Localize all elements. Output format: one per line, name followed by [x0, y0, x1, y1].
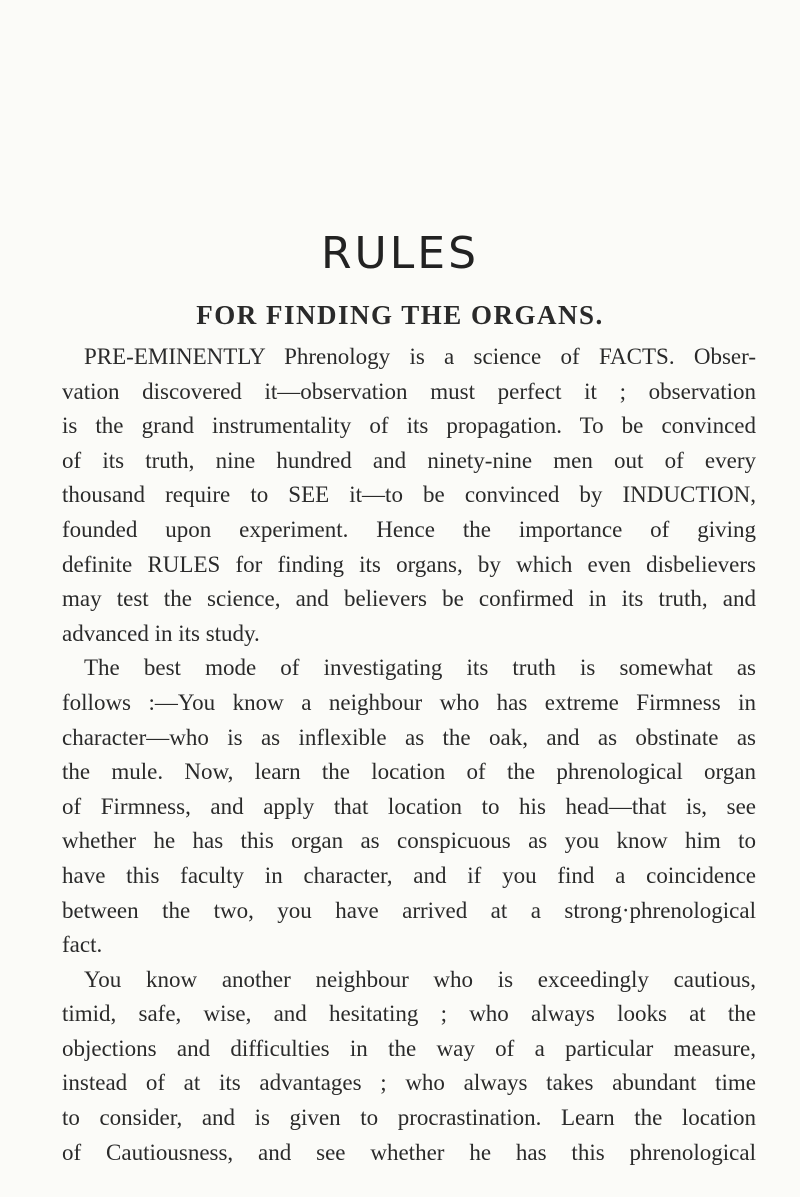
text-line: follows :—You know a neighbour who has extreme Firmness in — [62, 689, 756, 715]
text-line: of Cautiousness, and see whether he has this phrenological — [62, 1139, 756, 1165]
text-line: have this faculty in character, and if you find a coincidence — [62, 862, 756, 888]
text-line: to consider, and is given to procrastination. Learn the location — [62, 1105, 756, 1131]
page-title: RULES — [320, 228, 480, 279]
text-line: between the two, you have arrived at a strong·phrenological — [62, 897, 756, 923]
text-line: objections and difficulties in the way of a particular measure, — [62, 1035, 756, 1061]
text-line: definite RULES for finding its organs, by which even disbelievers — [62, 551, 756, 577]
text-line: You know another neighbour who is exceedingly cautious, — [84, 966, 756, 992]
text-line: founded upon experiment. Hence the importance of giving — [62, 516, 756, 542]
text-line: thousand require to SEE it—to be convinced by INDUCTION, — [62, 482, 756, 508]
text-line: advanced in its study. — [62, 620, 260, 646]
text-line: whether he has this organ as conspicuous as you know him to — [62, 828, 756, 854]
text-line: vation discovered it—observation must perfect it ; observation — [62, 378, 756, 404]
paragraph — [62, 963, 756, 1171]
page-subtitle: FOR FINDING THE ORGANS. — [196, 300, 604, 330]
text-line: PRE-EMINENTLY Phrenology is a science of FACTS. Obser- — [84, 344, 756, 369]
text-line: instead of at its advantages ; who always takes abundant time — [62, 1070, 756, 1096]
body-text — [62, 340, 756, 1170]
text-line: may test the science, and believers be confirmed in its truth, and — [62, 586, 756, 612]
text-line: the mule. Now, learn the location of the phrenological organ — [62, 759, 756, 785]
text-line: of Firmness, and apply that location to his head—that is, see — [62, 793, 756, 819]
text-line: character—who is as inflexible as the oak, and as obstinate as — [62, 724, 756, 750]
paragraph — [62, 651, 756, 962]
paragraph — [62, 340, 756, 651]
text-line: timid, safe, wise, and hesitating ; who always looks at the — [62, 1001, 756, 1027]
text-line: fact. — [62, 932, 103, 958]
text-line: of its truth, nine hundred and ninety-nine men out of every — [62, 447, 756, 473]
text-line: is the grand instrumentality of its propagation. To be convinced — [62, 413, 756, 439]
text-line: The best mode of investigating its truth is somewhat as — [84, 655, 756, 681]
